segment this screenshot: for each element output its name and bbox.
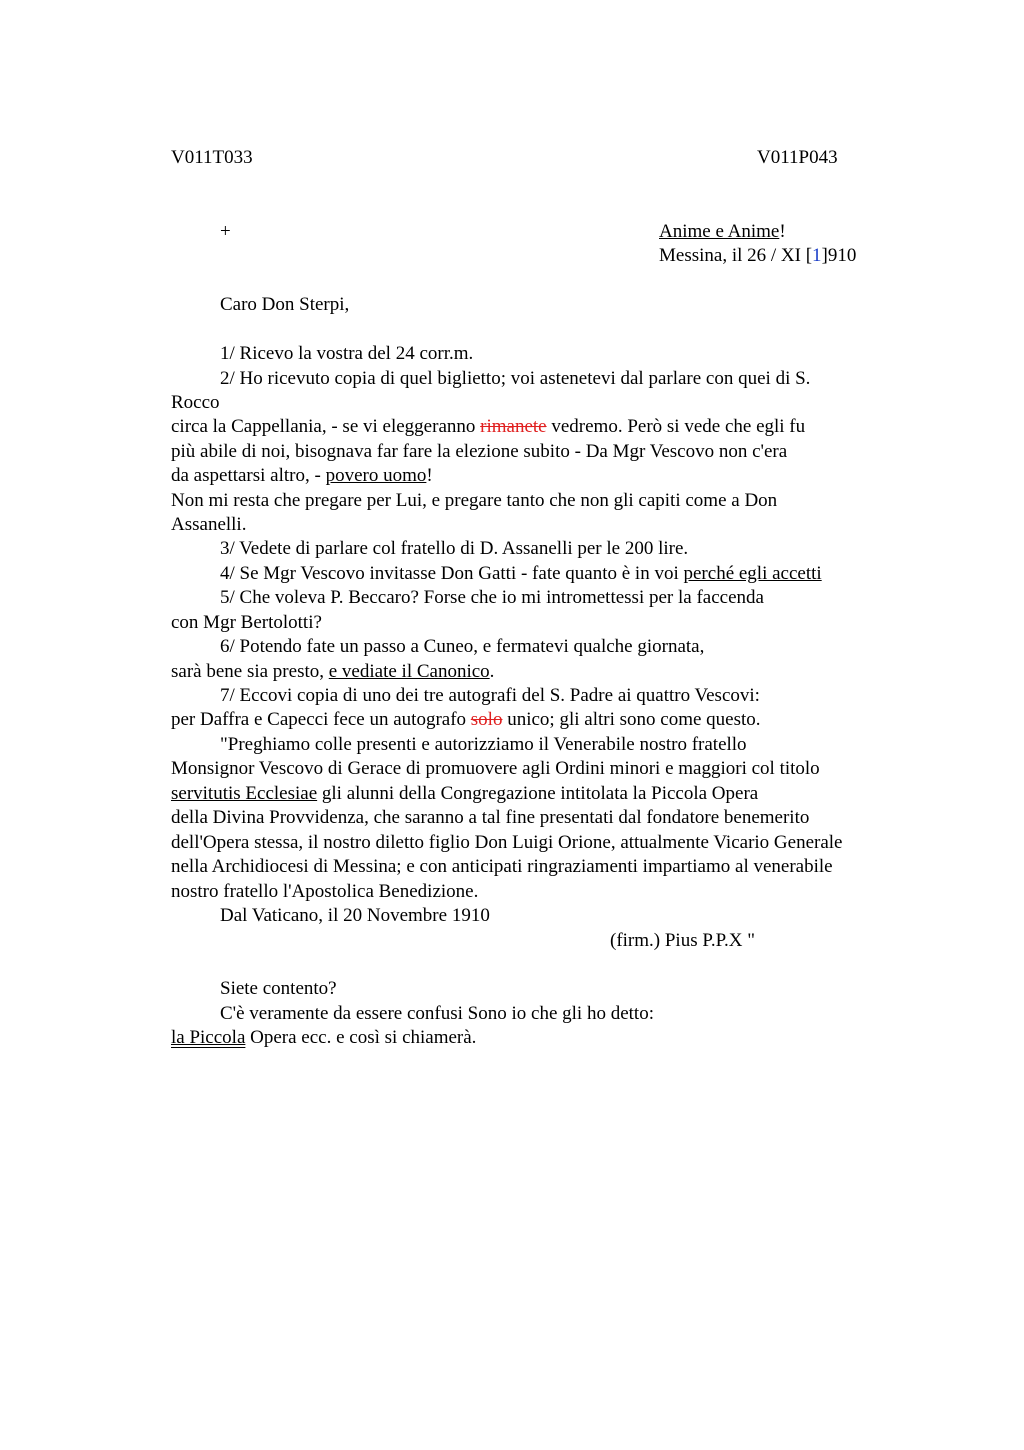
date-suffix: ]910 [821, 245, 857, 266]
date-insert: 1 [812, 245, 822, 266]
closing-line-3 [171, 1026, 476, 1050]
quote-line-4: della Divina Provvidenza, che saranno a tal fine presentati dal fondatore benemerito [171, 807, 810, 828]
paragraph-2-line-3 [171, 415, 805, 439]
text-segment: per Daffra e Capecci fece un autografo [171, 709, 471, 730]
paragraph-2-line-7: Assanelli. [171, 514, 247, 535]
paragraph-7-line-2 [171, 708, 761, 732]
quote-line-1: "Preghiamo colle presenti e autorizziamo il Venerabile nostro fratello [220, 734, 747, 755]
paragraph-7-line-1: 7/ Eccovi copia di uno dei tre autografi del S. Padre ai quattro Vescovi: [220, 685, 760, 706]
text-segment: unico; gli altri sono come questo. [502, 709, 761, 730]
cross-mark: + [220, 221, 231, 242]
underlined-text: servitutis Ecclesiae [171, 783, 318, 804]
text-segment: circa la Cappellania, - se vi eleggeranno [171, 416, 481, 437]
text-segment: gli alunni della Congregazione intitolata la Piccola Opera [317, 783, 759, 804]
date-prefix: Messina, il 26 / XI [ [659, 245, 813, 266]
text-segment: vedremo. Però si vede che egli fu [546, 416, 806, 437]
closing-line-2: C'è veramente da essere confusi Sono io che gli ho detto: [220, 1003, 654, 1024]
papal-signature: (firm.) Pius P.P.X " [610, 930, 756, 951]
underlined-text: perché egli accetti [683, 563, 822, 584]
text-segment: Opera ecc. e così si chiamerà. [245, 1027, 477, 1048]
quote-line-6: nella Archidiocesi di Messina; e con anticipati ringraziamenti impartiamo al venerabile [171, 856, 833, 877]
code-right: V011P043 [757, 147, 838, 168]
paragraph-2-line-2: Rocco [171, 392, 220, 413]
underlined-text: povero uomo [325, 465, 427, 486]
paragraph-6-line-2 [171, 660, 494, 684]
salutation: Caro Don Sterpi, [220, 294, 350, 315]
paragraph-5-line-1: 5/ Che voleva P. Beccaro? Forse che io mi intromettessi per la faccenda [220, 587, 764, 608]
quote-line-2: Monsignor Vescovo di Gerace di promuovere agli Ordini minori e maggiori col titolo [171, 758, 820, 779]
motto-end: ! [779, 221, 786, 242]
paragraph-2-line-4: più abile di noi, bisognava far fare la elezione subito - Da Mgr Vescovo non c'era [171, 441, 788, 462]
text-segment: 4/ Se Mgr Vescovo invitasse Don Gatti - fate quanto è in voi [220, 563, 684, 584]
quote-line-3 [171, 782, 758, 806]
paragraph-6-line-1: 6/ Potendo fate un passo a Cuneo, e fermatevi qualche giornata, [220, 636, 705, 657]
paragraph-2-line-1: 2/ Ho ricevuto copia di quel biglietto; voi astenetevi dal parlare con quei di S. [220, 368, 811, 389]
paragraph-3: 3/ Vedete di parlare col fratello di D. Assanelli per le 200 lire. [220, 538, 689, 559]
quote-line-7: nostro fratello l'Apostolica Benedizione. [171, 881, 479, 902]
paragraph-4 [220, 562, 822, 586]
paragraph-5-line-2: con Mgr Bertolotti? [171, 612, 322, 633]
closing-line-1: Siete contento? [220, 978, 337, 999]
deleted-word: rimanete [480, 416, 547, 437]
paragraph-2-line-6: Non mi resta che pregare per Lui, e pregare tanto che non gli capiti come a Don [171, 490, 778, 511]
underlined-text: e vediate il Canonico [328, 661, 490, 682]
double-underlined-text: la Piccola [171, 1027, 246, 1048]
paragraph-1: 1/ Ricevo la vostra del 24 corr.m. [220, 343, 474, 364]
text-segment: da aspettarsi altro, - [171, 465, 326, 486]
text-segment: ! [426, 465, 433, 486]
quote-date: Dal Vaticano, il 20 Novembre 1910 [220, 905, 490, 926]
text-segment: sarà bene sia presto, [171, 661, 329, 682]
code-left: V011T033 [171, 147, 253, 168]
date-line [659, 244, 856, 268]
text-segment: . [489, 661, 495, 682]
deleted-word: solo [470, 709, 503, 730]
paragraph-2-line-5 [171, 464, 433, 488]
motto [659, 220, 786, 244]
motto-underlined: Anime e Anime [659, 221, 780, 242]
quote-line-5: dell'Opera stessa, il nostro diletto figlio Don Luigi Orione, attualmente Vicario Generale [171, 832, 843, 853]
